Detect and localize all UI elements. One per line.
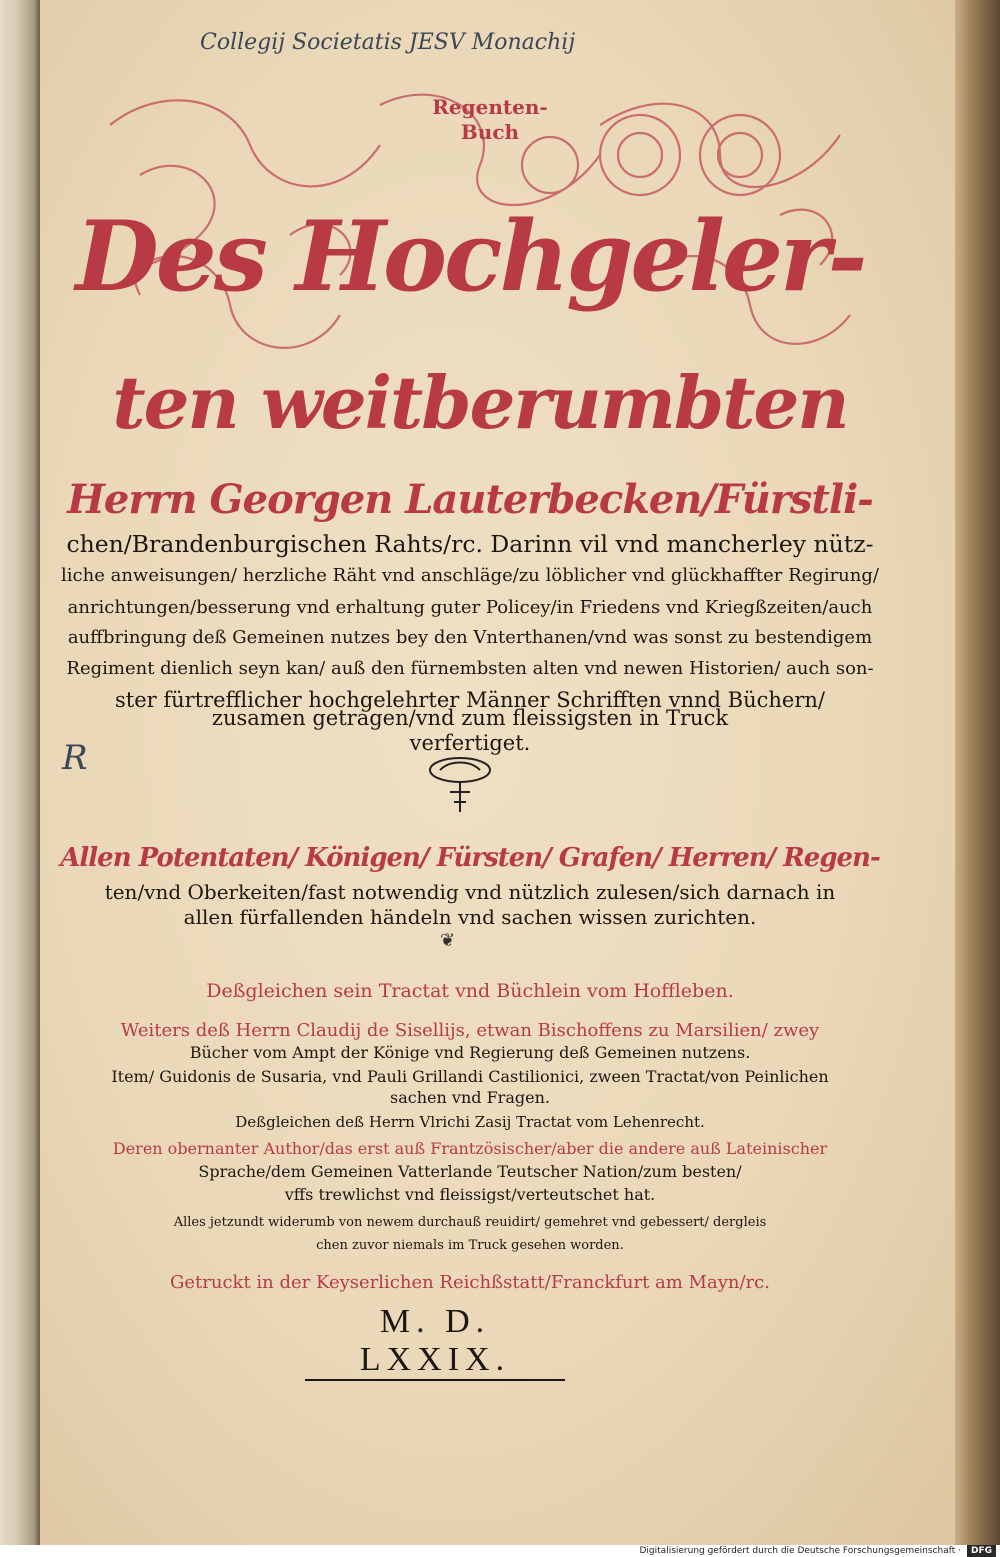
title-regenten: Regenten- [432,95,548,119]
handwritten-ownership-note: Collegij Societatis JESV Monachij [200,30,576,55]
body-line: Regiment dienlich seyn kan/ auß den fürnembsten alten vnd newen Historien/ auch son- [66,658,874,679]
body-line: ten/vnd Oberkeiten/fast notwendig vnd nützlich zulesen/sich darnach in [104,880,836,904]
body-line: Bücher vom Ampt der Könige vnd Regierung deß Gemeinen nutzens. [189,1043,751,1062]
body-line: Deßgleichen deß Herrn Vlrichi Zasij Tractat vom Lehenrecht. [235,1113,705,1131]
body-line: Deren obernanter Author/das erst auß Frantzösischer/aber die andere auß Lateinischer [112,1139,828,1158]
body-line: Deßgleichen sein Tractat vnd Büchlein vom Hoffleben. [206,980,734,1002]
printers-ornament-vignette [420,752,500,822]
left-page-edge [0,0,40,1545]
body-line: Sprache/dem Gemeinen Vatterlande Teutscher Nation/zum besten/ [198,1162,742,1181]
body-line: Item/ Guidonis de Susaria, vnd Pauli Grillandi Castilionici, zween Tractat/von Peinlichen [111,1067,829,1086]
footer-credit: Digitalisierung gefördert durch die Deutsche Forschungsgemeinschaft · [639,1546,961,1556]
body-line: Herrn Georgen Lauterbecken/Fürstli- [67,476,873,523]
body-line: Getruckt in der Keyserlichen Reichßstatt/Franckfurt am Mayn/rc. [170,1272,770,1293]
body-line: chen/Brandenburgischen Rahts/rc. Darinn vil vnd mancherley nütz- [66,530,874,558]
title-line-2: ten weitberumbten [112,360,848,445]
body-line: ster fürtrefflicher hochgelehrter Männer Schrifften vnnd Büchern/ [115,688,825,712]
body-line: vffs trewlichst vnd fleissigst/verteutschet hat. [284,1185,656,1204]
handwritten-margin-mark: R [62,738,88,778]
title-line-1: Des Hochgeler- [75,200,865,313]
body-line: anrichtungen/besserung vnd erhaltung guter Policey/in Friedens vnd Kriegßzeiten/auch [67,597,873,618]
book-spine-edge [955,0,1000,1545]
title-buch: Buch [460,120,520,144]
body-line: verfertiget. [409,731,531,755]
body-line: allen fürfallenden händeln vnd sachen wissen zurichten. [183,905,757,929]
body-line: liche anweisungen/ herzliche Räht vnd anschläge/zu löblicher vnd glückhaffter Regirung/ [61,565,879,586]
digitization-footer [0,1545,1000,1557]
publication-year: M. D. LXXIX. [305,1303,565,1381]
body-line: Weiters deß Herrn Claudij de Sisellijs, etwan Bischoffens zu Marsilien/ zwey [120,1020,820,1041]
body-line: Alles jetzundt widerumb von newem durchauß reuidirt/ gemehret vnd gebessert/ dergleis [173,1215,767,1230]
dfg-logo: DFG [967,1545,996,1557]
fleuron-ornament: ❦ [440,930,456,951]
body-line: Allen Potentaten/ Königen/ Fürsten/ Grafen/ Herren/ Regen- [60,843,880,873]
body-line: chen zuvor niemals im Truck gesehen worden. [316,1238,624,1253]
body-line: auffbringung deß Gemeinen nutzes bey den Vnterthanen/vnd was sonst zu bestendigem [67,627,873,648]
body-line: zusamen getragen/vnd zum fleissigsten in Truck [211,706,729,730]
body-line: sachen vnd Fragen. [390,1088,550,1107]
